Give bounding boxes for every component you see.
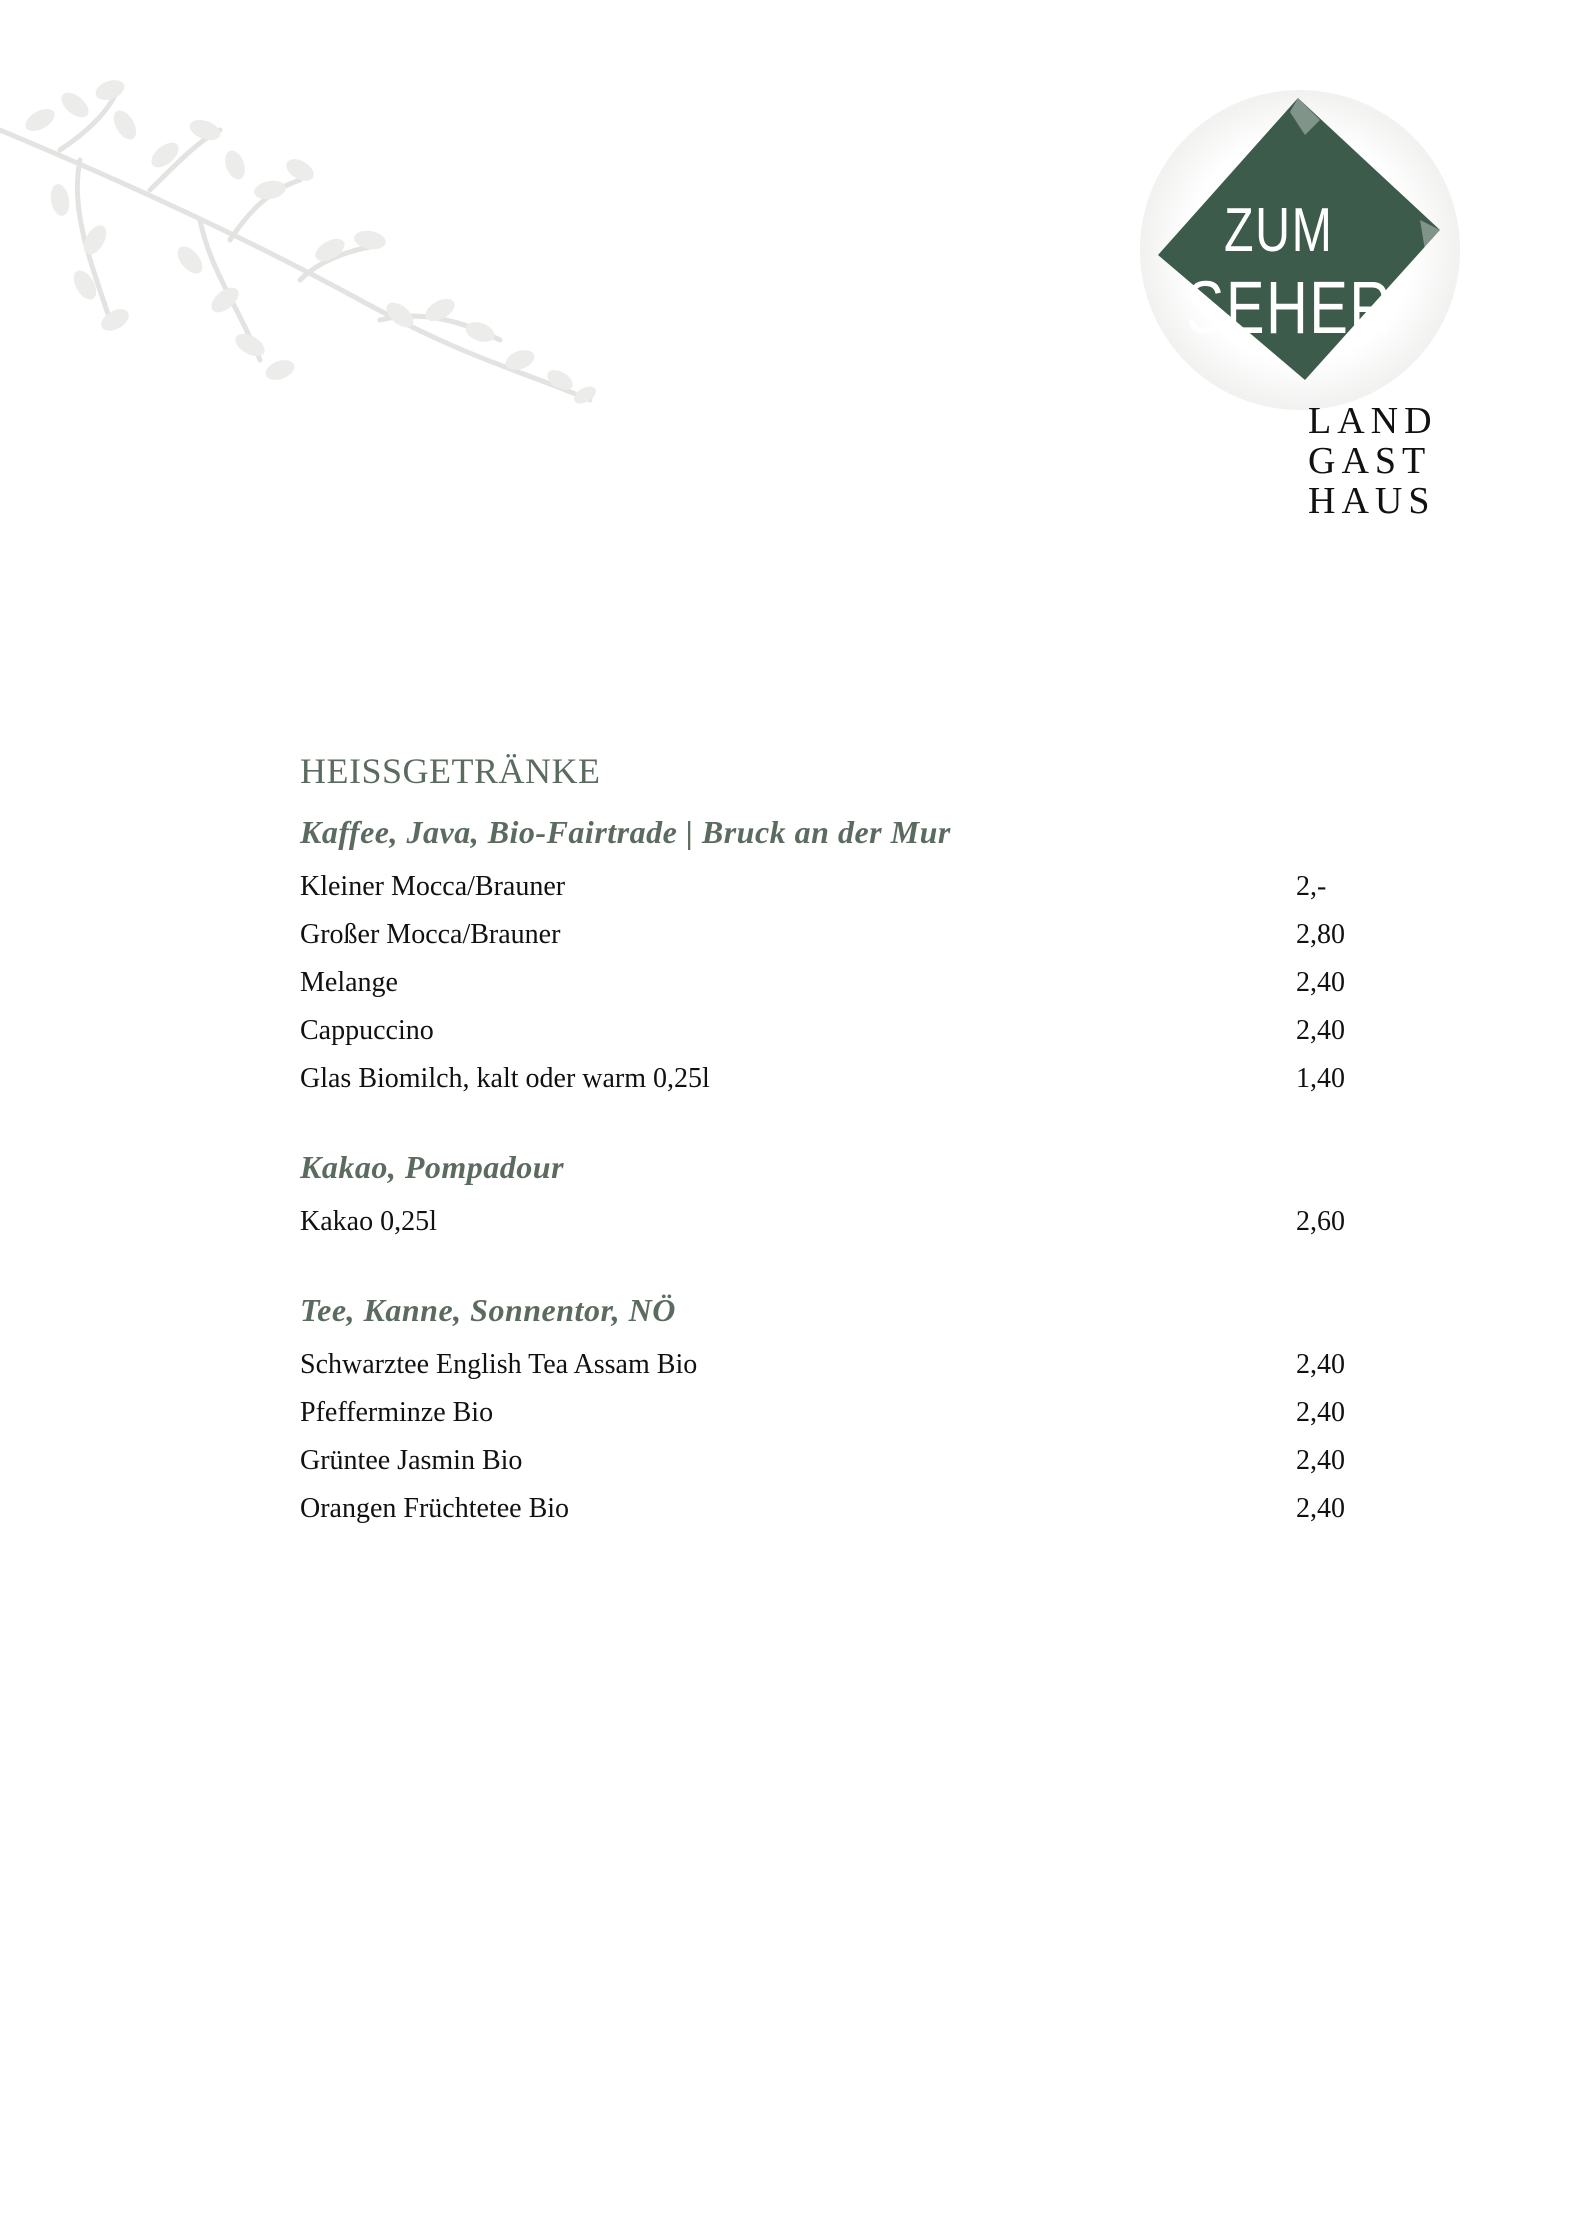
item-price: 1,40 — [1296, 1063, 1345, 1094]
menu-item — [300, 1198, 1360, 1246]
item-name: Schwarztee English Tea Assam Bio — [300, 1349, 698, 1380]
menu-item — [300, 959, 1360, 1007]
menu-item — [300, 863, 1360, 911]
item-name: Melange — [300, 967, 398, 998]
item-price: 2,40 — [1296, 967, 1345, 998]
item-name: Kakao 0,25l — [300, 1206, 437, 1237]
logo-subtitle-haus: HAUS — [1308, 480, 1436, 522]
item-price: 2,40 — [1296, 1445, 1345, 1476]
item-price: 2,40 — [1296, 1397, 1345, 1428]
menu-item — [300, 1437, 1360, 1485]
item-name: Kleiner Mocca/Brauner — [300, 871, 566, 902]
item-name: Glas Biomilch, kalt oder warm 0,25l — [300, 1063, 710, 1094]
menu-item — [300, 1341, 1360, 1389]
menu-item — [300, 911, 1360, 959]
item-price: 2,- — [1296, 871, 1327, 902]
logo-text-seher: SEHER — [1186, 266, 1393, 349]
menu — [300, 750, 1360, 1579]
item-price: 2,80 — [1296, 919, 1345, 950]
menu-item — [300, 1055, 1360, 1103]
logo — [1130, 80, 1460, 530]
group-title: Tee, Kanne, Sonnentor, NÖ — [300, 1292, 676, 1328]
item-price: 2,40 — [1296, 1015, 1345, 1046]
section-title: HEISSGETRÄNKE — [300, 751, 601, 791]
menu-group-tee — [300, 1292, 1360, 1533]
logo-text-zum: ZUM — [1224, 196, 1334, 265]
item-name: Großer Mocca/Brauner — [300, 919, 561, 950]
menu-group-kaffee — [300, 814, 1360, 1103]
item-name: Grüntee Jasmin Bio — [300, 1445, 523, 1476]
item-name: Cappuccino — [300, 1015, 434, 1046]
item-price: 2,40 — [1296, 1493, 1345, 1524]
group-title: Kaffee, Java, Bio-Fairtrade | Bruck an der Mur — [300, 814, 951, 850]
item-price: 2,40 — [1296, 1349, 1345, 1380]
menu-item — [300, 1007, 1360, 1055]
item-price: 2,60 — [1296, 1206, 1345, 1237]
item-name: Orangen Früchtetee Bio — [300, 1493, 570, 1524]
item-name: Pfefferminze Bio — [300, 1397, 494, 1428]
logo-subtitle-land: LAND — [1308, 400, 1438, 442]
menu-group-kakao — [300, 1149, 1360, 1246]
herb-branch-icon — [0, 70, 600, 440]
logo-subtitle-gast: GAST — [1308, 440, 1432, 482]
menu-item — [300, 1485, 1360, 1533]
group-title: Kakao, Pompadour — [300, 1149, 565, 1185]
menu-item — [300, 1389, 1360, 1437]
